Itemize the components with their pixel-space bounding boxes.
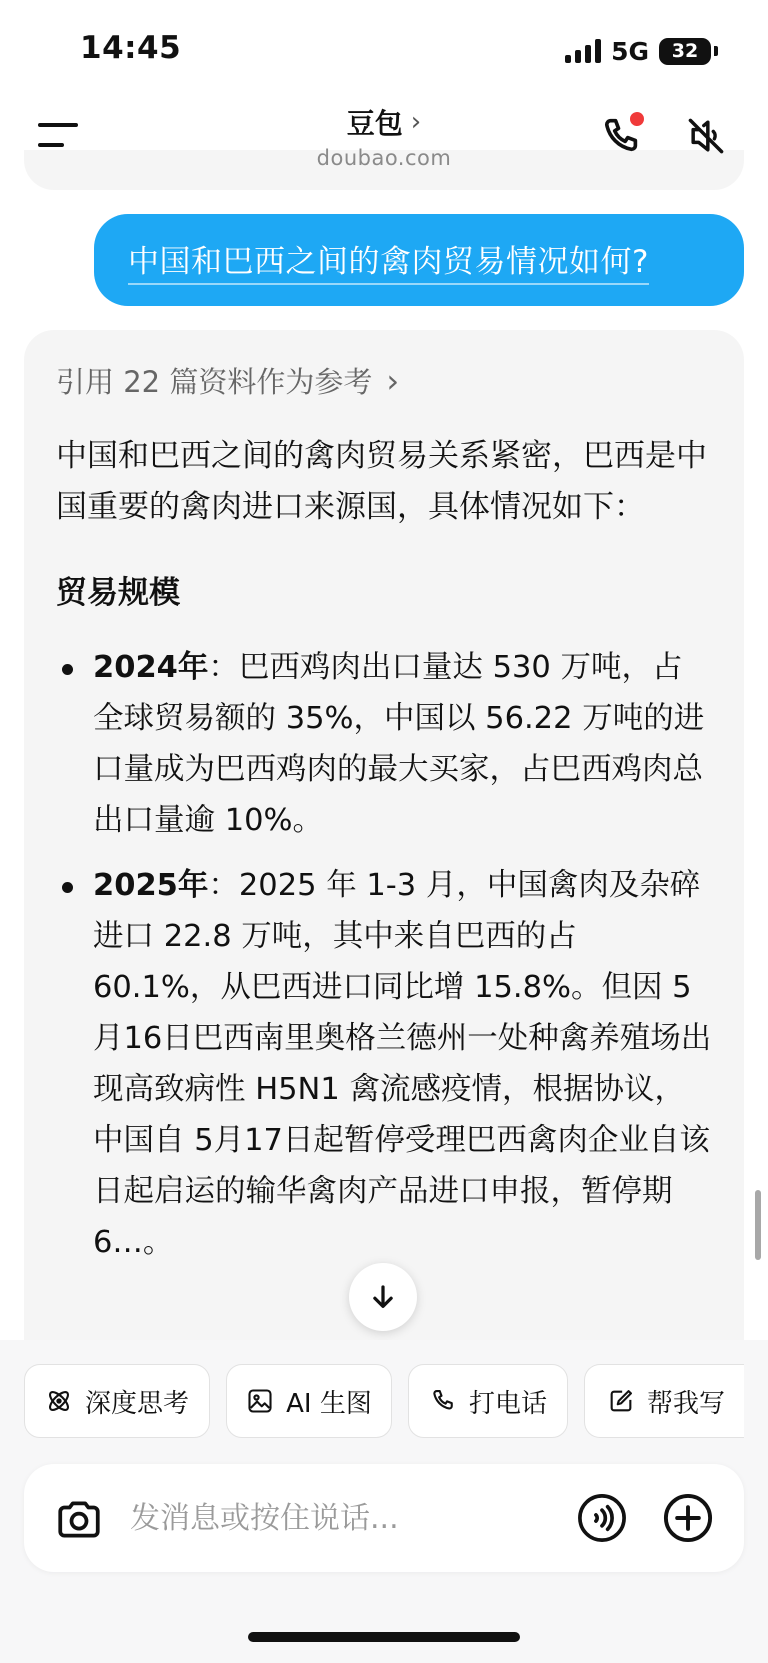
deep-think-icon xyxy=(45,1387,73,1415)
quick-action-write[interactable] xyxy=(584,1364,744,1438)
chevron-right-icon: › xyxy=(386,361,400,400)
mute-speaker-button[interactable] xyxy=(684,114,734,164)
answer-intro: 中国和巴西之间的禽肉贸易关系紧密，巴西是中国重要的禽肉进口来源国，具体情况如下： xyxy=(56,438,707,525)
call-button[interactable] xyxy=(598,114,648,164)
plus-circle-icon xyxy=(662,1492,714,1544)
chip-label: 深度思考 xyxy=(84,1388,189,1419)
user-message-bubble[interactable] xyxy=(94,214,744,306)
composer-area xyxy=(0,1340,768,1663)
page-subtitle: doubao.com xyxy=(316,146,452,170)
bullet-text: ：2025 年 1-3 月，中国禽肉及杂碎进口 22.8 万吨，其中来自巴西的占 60.1%，从巴西进口同比增 15.8%。但因 5月16日巴西南里奥格兰德州一处种禽养殖场出现高致病性 H5N1 禽流感疫情，根据协议，中国自 5月17日起暂停受理巴西禽肉企业自该日起启运的输华禽肉产品进口申报，暂停期 6…。 xyxy=(93,868,712,1260)
network-label: 5G xyxy=(611,36,649,66)
add-attachment-button[interactable] xyxy=(662,1492,714,1544)
references-label: 引用 22 篇资料作为参考 xyxy=(56,365,373,399)
bullet-year: 2025年 xyxy=(93,868,209,903)
battery-level: 32 xyxy=(659,38,711,65)
image-icon xyxy=(246,1387,274,1415)
scroll-to-bottom-button[interactable] xyxy=(349,1263,417,1331)
header xyxy=(0,96,768,178)
scrollbar-thumb[interactable] xyxy=(755,1190,761,1260)
camera-button[interactable] xyxy=(54,1494,104,1544)
voice-input-button[interactable] xyxy=(576,1492,628,1544)
phone-icon xyxy=(429,1387,457,1415)
status-indicators xyxy=(565,36,718,66)
signal-icon xyxy=(565,39,601,63)
assistant-answer-card xyxy=(24,330,744,1340)
speaker-muted-icon xyxy=(684,114,728,158)
list-item xyxy=(56,642,712,846)
chip-label: 打电话 xyxy=(468,1388,547,1419)
bullet-year: 2024年 xyxy=(93,650,209,685)
quick-action-deep-think[interactable] xyxy=(24,1364,210,1438)
user-message-text: 中国和巴西之间的禽肉贸易情况如何? xyxy=(128,236,649,285)
message-composer xyxy=(24,1464,744,1572)
message-input[interactable] xyxy=(130,1490,530,1546)
arrow-down-icon xyxy=(368,1282,398,1312)
chevron-right-icon: › xyxy=(410,107,422,137)
status-time: 14:45 xyxy=(80,30,182,66)
header-title-group[interactable] xyxy=(0,102,768,170)
chip-label: AI 生图 xyxy=(286,1388,372,1419)
bullet-text: ：巴西鸡肉出口量达 530 万吨，占全球贸易额的 35%，中国以 56.22 万吨的进口量成为巴西鸡肉的最大买家，占巴西鸡肉总出口量逾 10%。 xyxy=(93,650,705,838)
chip-label: 帮我写 xyxy=(647,1388,726,1419)
status-bar xyxy=(0,0,768,96)
quick-action-call[interactable] xyxy=(408,1364,568,1438)
references-link[interactable] xyxy=(56,360,399,401)
home-indicator xyxy=(248,1632,520,1642)
camera-icon xyxy=(54,1494,104,1544)
list-item xyxy=(56,860,712,1268)
quick-action-ai-image[interactable] xyxy=(226,1364,392,1438)
edit-icon xyxy=(607,1387,635,1415)
section-heading: 贸易规模 xyxy=(56,575,180,611)
voice-wave-icon xyxy=(576,1492,628,1544)
answer-bullet-list xyxy=(56,642,712,1268)
battery-icon xyxy=(659,38,718,65)
page-title[interactable]: 豆包 › xyxy=(346,107,422,140)
notification-dot xyxy=(630,112,644,126)
